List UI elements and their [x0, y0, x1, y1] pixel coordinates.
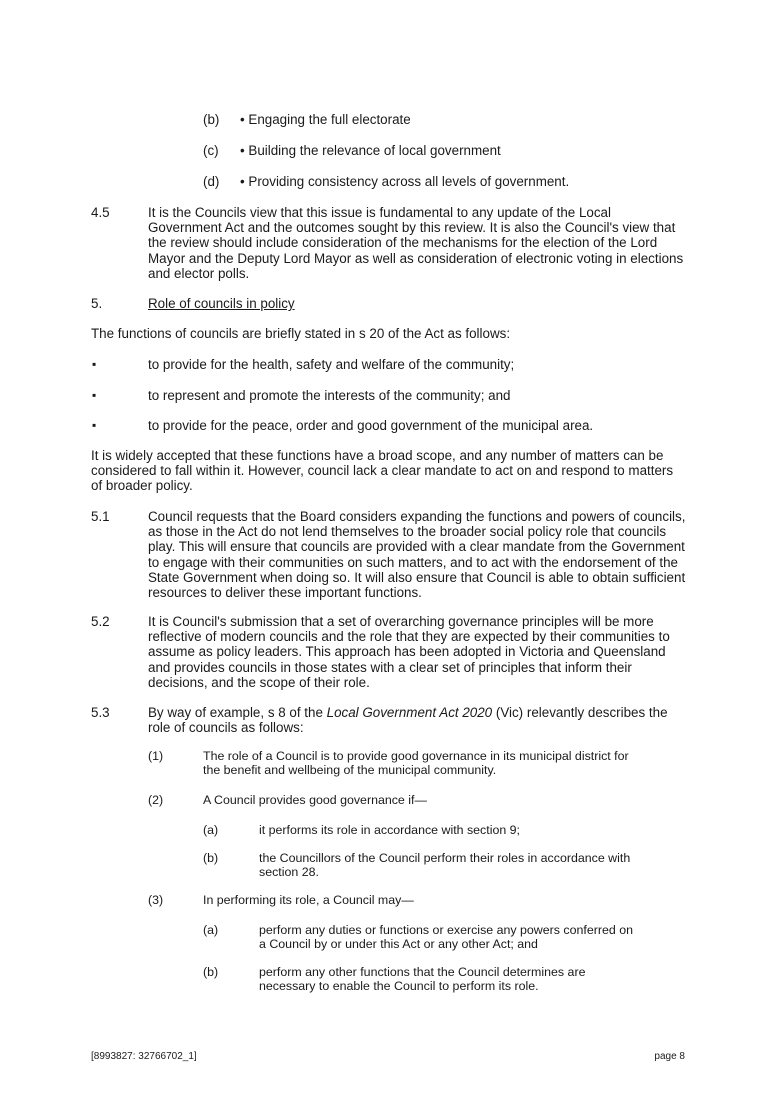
quote-sub-text: perform any duties or functions or exercise any powers conferred on a Council by or under this Act or any other Act; and [259, 923, 633, 952]
quote-sub-text: perform any other functions that the Council determines are necessary to enable the Council to perform its role. [259, 965, 586, 994]
list-item-text: • Engaging the full electorate [240, 112, 411, 127]
paragraph-5-2: It is Council's submission that a set of overarching governance principles will be more reflective of modern councils and the role that they are expected by their communities to assume as policy leaders. This approach has been adopted in Victoria and Queensland and provides councils in those states with a clear set of principles that inform their decisions, and the scope of their role. [148, 614, 670, 690]
section-number: 5. [91, 296, 103, 311]
scope-paragraph: It is widely accepted that these functions have a broad scope, and any number of matters can be considered to fall within it. However, council lack a clear mandate to act on and respond to matters of broader policy. [91, 448, 674, 494]
paragraph-5-3 [148, 705, 688, 735]
quote-item-text: The role of a Council is to provide good governance in its municipal district for the benefit and wellbeing of the municipal community. [203, 749, 629, 778]
quote-sub-text: it performs its role in accordance with section 9; [259, 823, 521, 837]
quote-sub-marker: (a) [203, 923, 219, 937]
quote-sub-marker: (b) [203, 851, 219, 865]
paragraph-number: 4.5 [91, 205, 110, 220]
footer-doc-ref: [8993827: 32766702_1] [91, 1051, 197, 1062]
bullet-icon: ▪ [92, 357, 97, 371]
list-item-text: • Providing consistency across all levels of government. [240, 174, 570, 189]
list-marker: (b) [203, 112, 220, 127]
quote-sub-marker: (b) [203, 965, 219, 979]
footer-page-number: page 8 [654, 1051, 685, 1062]
bullet-icon: ▪ [92, 418, 97, 432]
paragraph-5-1: Council requests that the Board considers expanding the functions and powers of councils, as those in the Act do not lend themselves to the broader social policy role that councils play. This will ensure that councils are provided with a clear mandate from the Government to engage with their communities on such matters, and to act with the endorsement of the State Government when doing so. It will also ensure that Council is able to obtain sufficient resources to deliver these important functions. [148, 509, 686, 601]
bullet-text: to provide for the peace, order and good government of the municipal area. [148, 418, 594, 433]
act-title: Local Government Act 2020 [326, 705, 493, 720]
quote-item-text: In performing its role, a Council may— [203, 893, 414, 907]
quote-item-text: A Council provides good governance if— [203, 793, 427, 807]
paragraph-number: 5.3 [91, 705, 110, 720]
section-heading: Role of councils in policy [148, 296, 295, 311]
list-item-text: • Building the relevance of local government [240, 143, 501, 158]
quote-sub-marker: (a) [203, 823, 219, 837]
paragraph-number: 5.2 [91, 614, 110, 629]
bullet-icon: ▪ [92, 388, 97, 402]
quote-sub-text: the Councillors of the Council perform their roles in accordance with section 28. [259, 851, 631, 880]
para-text-after: (Vic) relevantly describes the role of councils as follows: [148, 705, 668, 736]
quote-marker: (3) [148, 893, 164, 907]
bullet-text: to represent and promote the interests of the community; and [148, 388, 511, 403]
paragraph-number: 5.1 [91, 509, 110, 524]
bullet-text: to provide for the health, safety and welfare of the community; [148, 357, 515, 372]
quote-marker: (2) [148, 793, 164, 807]
intro-text: The functions of councils are briefly stated in s 20 of the Act as follows: [91, 326, 511, 341]
list-marker: (d) [203, 174, 220, 189]
quote-marker: (1) [148, 749, 164, 763]
paragraph-4-5: It is the Councils view that this issue is fundamental to any update of the Local Government Act and the outcomes sought by this review. It is also the Council's view that the review should include consideration of the mechanisms for the election of the Lord Mayor and the Deputy Lord Mayor as well as consideration of electronic voting in elections and elector polls. [148, 205, 684, 281]
list-marker: (c) [203, 143, 219, 158]
para-text-before: By way of example, s 8 of the [148, 705, 327, 720]
